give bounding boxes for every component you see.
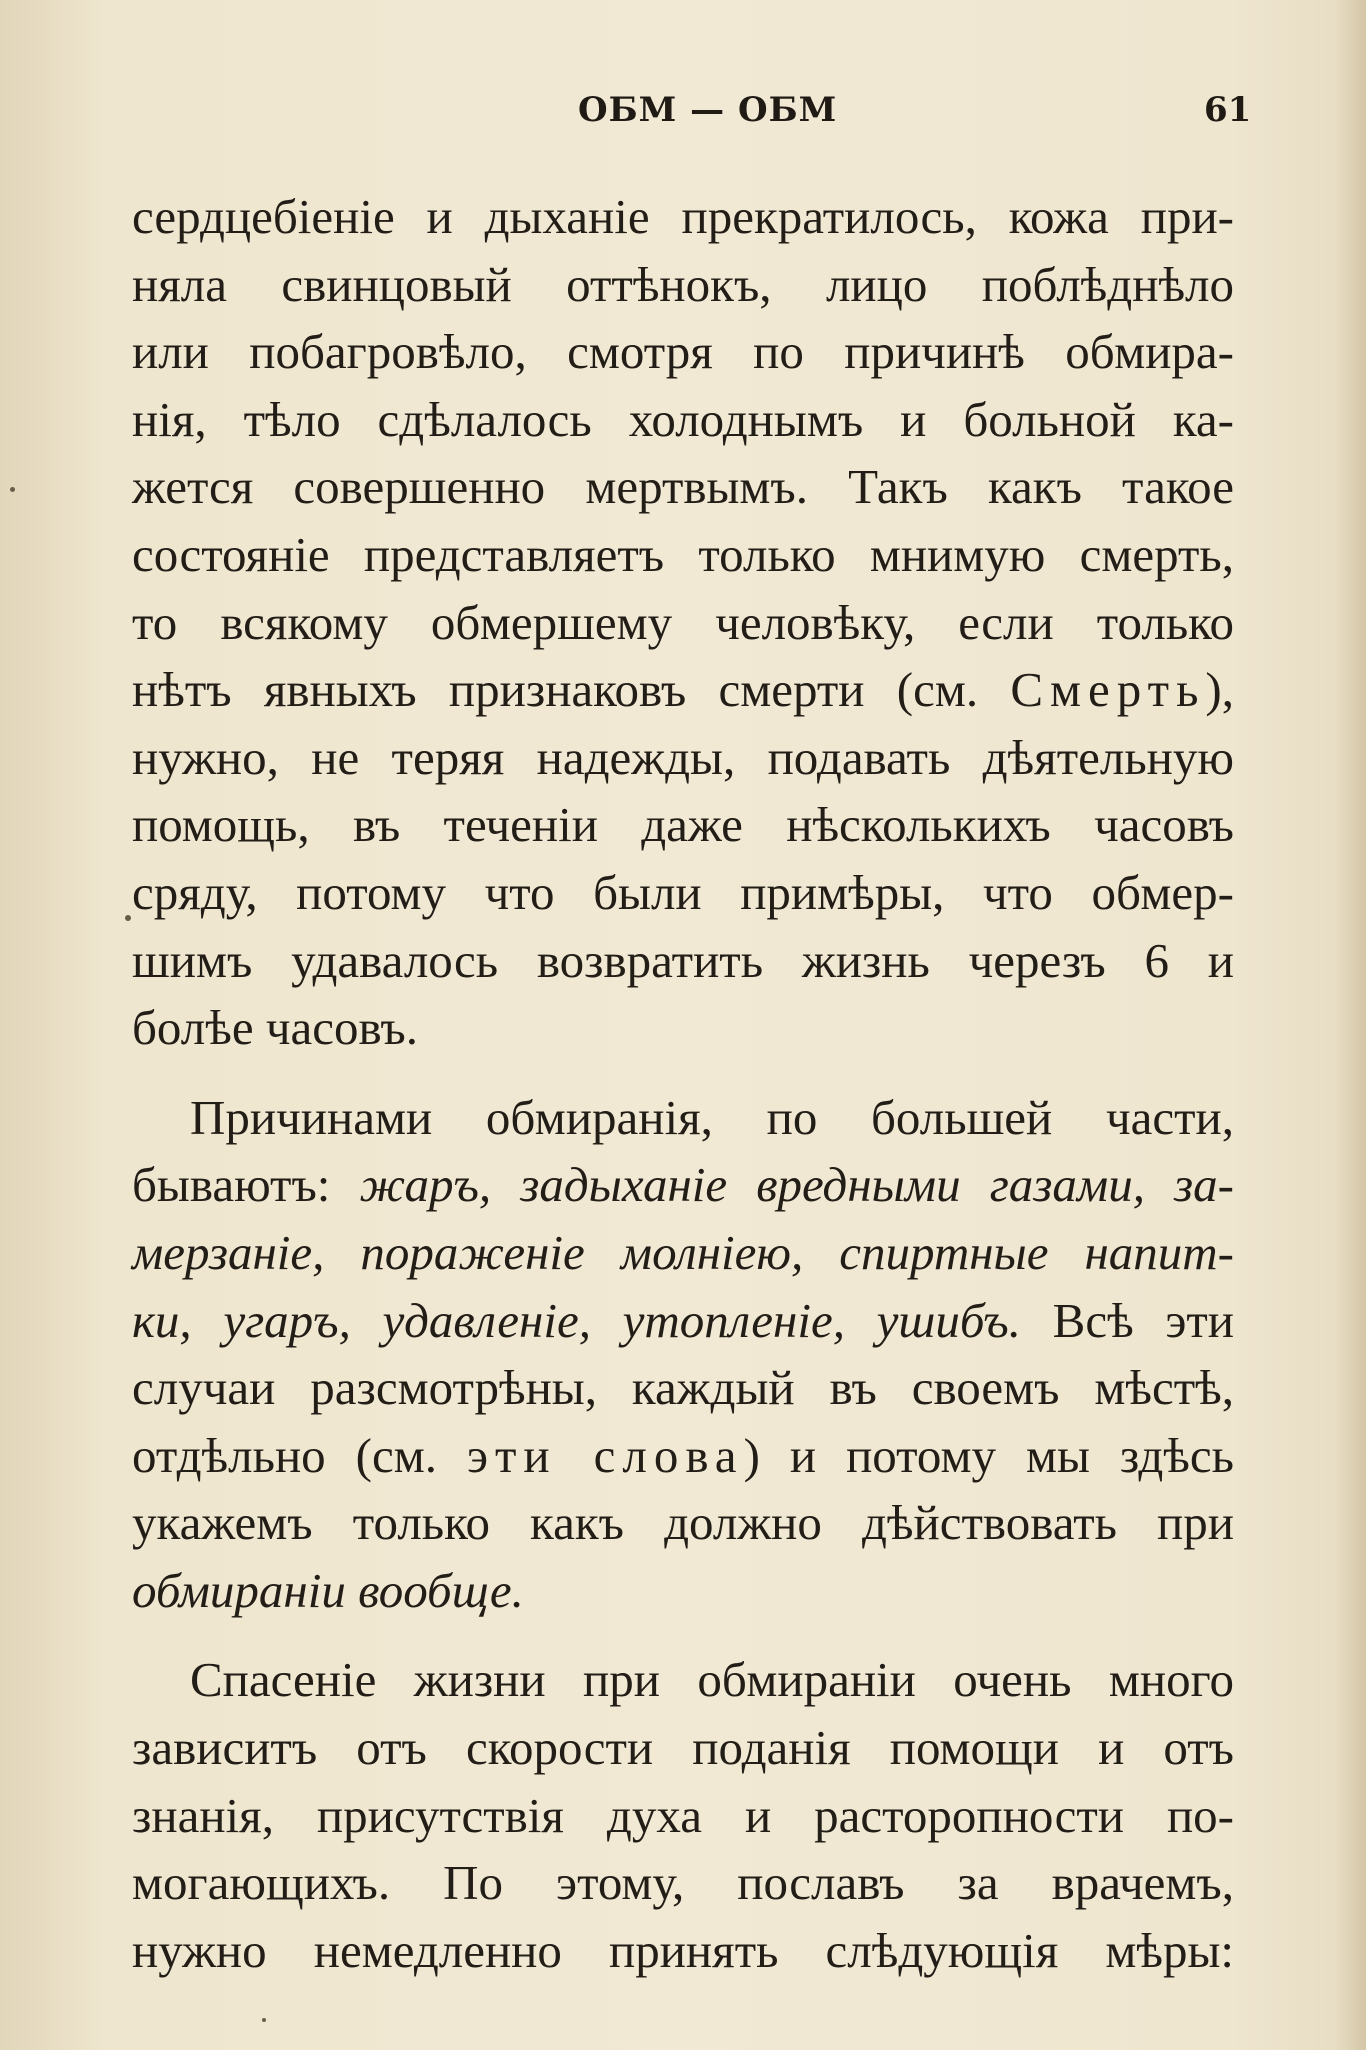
italic-causes: мерзаніе, пораженіе молніею, спиртные напит-	[132, 1224, 1234, 1280]
cross-reference: Смерть	[1010, 662, 1206, 718]
paragraph-1	[132, 183, 1234, 1062]
running-head-title: ОБМ — ОБМ	[578, 90, 838, 130]
text-line	[132, 1287, 1234, 1355]
text-line: Причинами обмиранія, по большей части,	[190, 1089, 1234, 1145]
italic-causes: жаръ, задыханіе вредными газами, за-	[359, 1157, 1234, 1213]
text-line: няла свинцовый оттѣнокъ, лицо поблѣднѣло	[132, 256, 1234, 312]
text-fragment: Всѣ эти	[1020, 1292, 1234, 1348]
text-line: то всякому обмершему человѣку, если только	[132, 594, 1234, 650]
body-text	[132, 183, 1234, 1984]
text-line	[132, 1219, 1234, 1287]
text-line: нія, тѣло сдѣлалось холоднымъ и больной ка-	[132, 391, 1234, 447]
text-fragment: отдѣльно (см.	[132, 1427, 467, 1483]
paper-speck	[262, 2018, 266, 2022]
text-line: Спасеніе жизни при обмираніи очень много	[190, 1652, 1234, 1708]
paragraph-3	[132, 1646, 1234, 1984]
text-line	[132, 1557, 1234, 1625]
text-line: состояніе представляетъ только мнимую смерть,	[132, 526, 1234, 582]
text-line: знанія, присутствія духа и расторопности по-	[132, 1787, 1234, 1843]
text-line: нужно, не теряя надежды, подавать дѣятельную	[132, 729, 1234, 785]
paragraph-2	[132, 1084, 1234, 1625]
text-line: укажемъ только какъ должно дѣйствовать при	[132, 1495, 1234, 1551]
page-number: 61	[1204, 90, 1252, 130]
text-line: сердцебіеніе и дыханіе прекратилось, кожа при-	[132, 189, 1234, 244]
paper-speck	[125, 915, 131, 921]
text-line: помощь, въ теченіи даже нѣсколькихъ часовъ	[132, 797, 1234, 853]
text-line-with-reference	[132, 656, 1234, 724]
text-line: болѣе часовъ.	[132, 1000, 418, 1056]
text-line: случаи разсмотрѣны, каждый въ своемъ мѣстѣ,	[132, 1360, 1234, 1416]
text-line	[132, 1151, 1234, 1219]
cross-reference: эти слова	[466, 1427, 744, 1483]
text-line: нужно немедленно принять слѣдующія мѣры:	[132, 1922, 1234, 1978]
text-line: могающихъ. По этому, пославъ за врачемъ,	[132, 1855, 1234, 1911]
text-fragment: ),	[1205, 662, 1234, 718]
text-line: жется совершенно мертвымъ. Такъ какъ такое	[132, 459, 1234, 515]
text-line-with-reference	[132, 1422, 1234, 1490]
text-line: зависитъ отъ скорости поданія помощи и отъ	[132, 1720, 1234, 1776]
italic-phrase: обмираніи вообще.	[132, 1562, 524, 1618]
text-fragment: нѣтъ явныхъ признаковъ смерти (см.	[132, 662, 979, 718]
text-line: или побагровѣло, смотря по причинѣ обмира-	[132, 324, 1234, 380]
paper-speck	[10, 487, 15, 492]
text-line: сряду, потому что были примѣры, что обмер-	[132, 864, 1234, 920]
text-line: шимъ удавалось возвратить жизнь черезъ 6 и	[132, 932, 1234, 988]
text-fragment: ) и потому мы здѣсь	[743, 1427, 1234, 1483]
running-head	[0, 86, 1366, 136]
italic-causes: ки, угаръ, удавленіе, утопленіе, ушибъ.	[132, 1292, 1021, 1348]
text-fragment: бываютъ:	[132, 1157, 360, 1213]
